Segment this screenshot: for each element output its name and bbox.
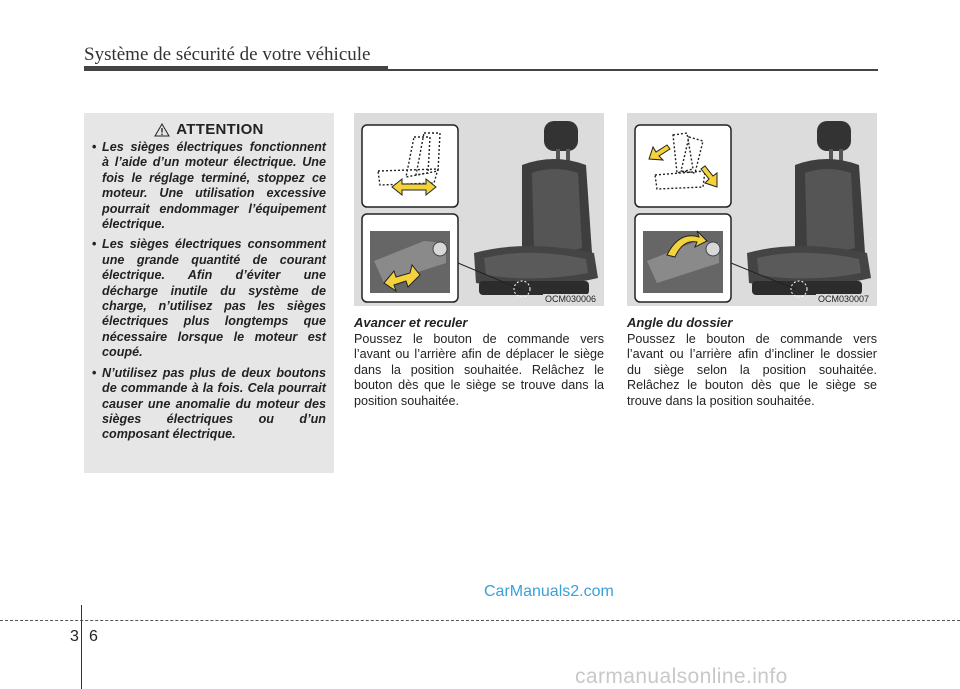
attention-box	[84, 113, 334, 473]
section-text: Poussez le bouton de commande vers l’avant ou l’arrière afin de déplacer le siège dans la position souhaitée. Relâchez le bouton dès que le siège se trouve dans la position souhaitée.	[354, 332, 604, 408]
page-header-title: Système de sécurité de votre véhicule	[84, 44, 371, 65]
figure-seat-slide	[354, 113, 604, 306]
footer-divider	[81, 605, 82, 689]
page-number: 6	[89, 628, 98, 645]
header-rule	[388, 69, 878, 71]
seat-recline-illustration	[627, 113, 877, 306]
figure-seat-recline	[627, 113, 877, 306]
attention-item: • N’utilisez pas plus de deux boutons de commande à la fois. Cela pourrait causer une anomalie du moteur des sièges électriques ou d’un composant électrique.	[92, 365, 326, 442]
section-title: Angle du dossier	[627, 315, 733, 330]
footer-rule	[0, 620, 960, 621]
seat-drawing	[747, 121, 871, 297]
figure-code: OCM030007	[817, 294, 869, 304]
seat-drawing	[474, 121, 598, 297]
chapter-number: 3	[70, 628, 79, 645]
watermark-link[interactable]: CarManuals2.com	[484, 583, 614, 600]
header-bar	[84, 66, 388, 71]
seat-slide-illustration	[354, 113, 604, 306]
warning-icon	[154, 123, 170, 137]
attention-item: • Les sièges électriques consomment une grande quantité de courant électrique. Afin d’éviter une décharge inutile du système de charge, n’utilisez pas les sièges électriques plus longtemps que nécessaire lorsque le moteur est coupé.	[92, 237, 326, 360]
section-text: Poussez le bouton de commande vers l’avant ou l’arrière afin d’incliner le dossier du siège selon la position souhaitée. Relâchez le bouton dès que le siège se trouve dans la position souhaitée.	[627, 332, 877, 408]
attention-list	[92, 140, 326, 443]
attention-item: • Les sièges électriques fonctionnent à l’aide d’un moteur électrique. Une fois le réglage terminé, stoppez ce moteur. Une utilisation excessive pourrait endommager l’équipement électrique.	[92, 140, 326, 232]
figure-code: OCM030006	[544, 294, 596, 304]
attention-header	[92, 121, 326, 138]
section-title: Avancer et reculer	[354, 315, 468, 330]
attention-title: ATTENTION	[176, 121, 264, 138]
site-watermark: carmanualsonline.info	[575, 665, 788, 688]
